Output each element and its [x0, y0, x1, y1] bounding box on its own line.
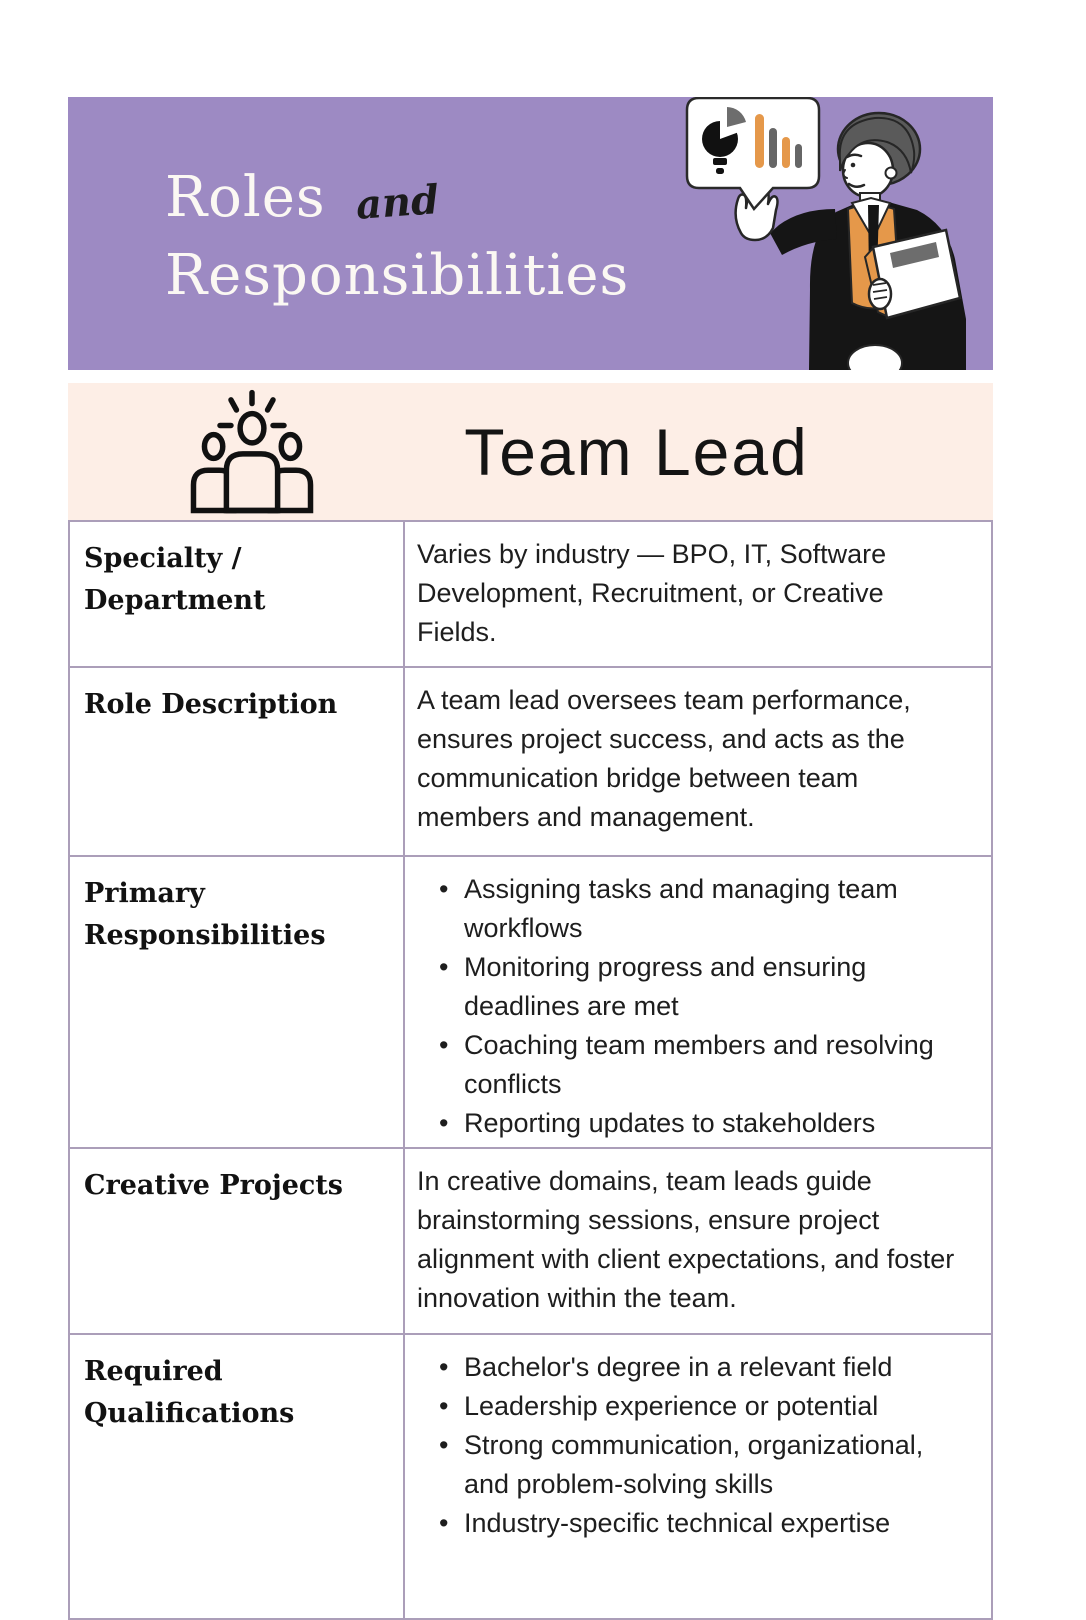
header-banner — [68, 97, 993, 370]
row-responsibilities-value — [405, 857, 991, 1149]
bullet-item: • Strong communication, organizational, and problem-solving skills — [417, 1426, 965, 1504]
row-specialty-label: Specialty / Department — [70, 522, 405, 668]
bullet-item: • Monitoring progress and ensuring deadlines are met — [417, 948, 965, 1026]
title-word-and: and — [354, 176, 441, 229]
bullet-item: • Leadership experience or potential — [417, 1387, 965, 1426]
row-specialty-value — [405, 522, 991, 668]
bullet-item: • Bachelor's degree in a relevant field — [417, 1348, 965, 1387]
row-qualifications-label: Required Qualifications — [70, 1335, 405, 1618]
qualifications-list — [417, 1348, 965, 1543]
presenter-illustration — [683, 97, 993, 370]
specialty-text: Varies by industry — BPO, IT, Software Development, Recruitment, or Creative Fields. — [417, 539, 887, 647]
bullet-item: • Coaching team members and resolving conflicts — [417, 1026, 965, 1104]
responsibilities-list — [417, 870, 965, 1143]
title-word-roles: Roles — [165, 165, 326, 230]
row-description-label: Role Description — [70, 668, 405, 857]
role-info-table — [68, 520, 993, 1620]
row-responsibilities-label: Primary Responsibilities — [70, 857, 405, 1149]
description-text: A team lead oversees team performance, ensures project success, and acts as the communication bridge between team members and management. — [417, 685, 911, 832]
bullet-item: • Reporting updates to stakeholders — [417, 1104, 965, 1143]
bullet-item: • Assigning tasks and managing team workflows — [417, 870, 965, 948]
row-creative-label: Creative Projects — [70, 1149, 405, 1335]
title-word-responsibilities: Responsibilities — [165, 243, 630, 308]
role-banner — [68, 383, 993, 520]
bullet-item: • Industry-specific technical expertise — [417, 1504, 965, 1543]
speech-bubble — [687, 98, 819, 209]
row-description-value — [405, 668, 991, 857]
team-icon — [176, 388, 328, 516]
page-title — [165, 161, 629, 312]
role-title: Team Lead — [464, 414, 809, 489]
row-qualifications-value — [405, 1335, 991, 1618]
row-creative-value — [405, 1149, 991, 1335]
creative-text: In creative domains, team leads guide brainstorming sessions, ensure project alignment with client expectations, and foster innovation within the team. — [417, 1166, 955, 1313]
